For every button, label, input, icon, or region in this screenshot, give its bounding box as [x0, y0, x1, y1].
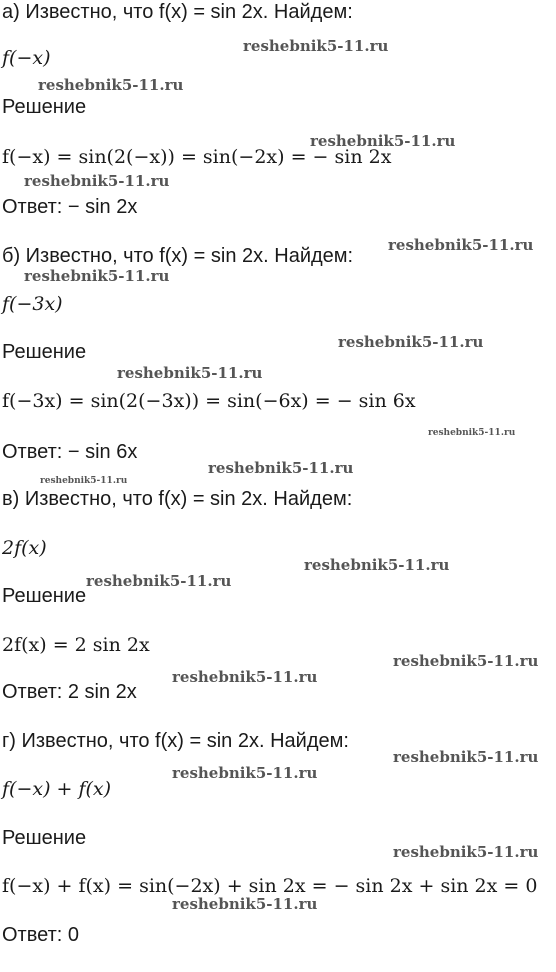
solution-b: f(−3x) = sin(2(−3x)) = sin(−6x) = − sin 6x [2, 390, 416, 412]
watermark: reshebnik5-11.ru [40, 476, 128, 486]
solution-a: f(−x) = sin(2(−x)) = sin(−2x) = − sin 2x [2, 146, 392, 168]
solution-label-c: Решение [2, 585, 87, 607]
watermark: reshebnik5-11.ru [117, 364, 263, 382]
task-d: г) Известно, что f(x) = sin 2x. Найдем: [2, 730, 349, 752]
watermark: reshebnik5-11.ru [310, 132, 456, 150]
task-b: б) Известно, что f(x) = sin 2x. Найдем: [2, 245, 354, 267]
answer-a: Ответ: − sin 2x [2, 196, 138, 218]
solution-c: 2f(x) = 2 sin 2x [2, 634, 150, 656]
watermark: reshebnik5-11.ru [38, 76, 184, 94]
solution-label-b: Решение [2, 341, 87, 363]
expr-c: 2f(x) [2, 537, 47, 559]
watermark: reshebnik5-11.ru [24, 172, 170, 190]
answer-c: Ответ: 2 sin 2x [2, 681, 137, 703]
watermark: reshebnik5-11.ru [388, 236, 534, 254]
answer-b: Ответ: − sin 6x [2, 441, 138, 463]
watermark: reshebnik5-11.ru [393, 843, 539, 861]
watermark: reshebnik5-11.ru [393, 748, 539, 766]
solution-label-d: Решение [2, 827, 87, 849]
watermark: reshebnik5-11.ru [243, 37, 389, 55]
watermark: reshebnik5-11.ru [24, 267, 170, 285]
solution-label-a: Решение [2, 96, 87, 118]
solution-d: f(−x) + f(x) = sin(−2x) + sin 2x = − sin 2x + sin 2x = 0 [2, 875, 538, 897]
watermark: reshebnik5-11.ru [172, 895, 318, 913]
watermark: reshebnik5-11.ru [304, 556, 450, 574]
watermark: reshebnik5-11.ru [172, 668, 318, 686]
watermark: reshebnik5-11.ru [428, 428, 516, 438]
expr-a: f(−x) [2, 47, 51, 69]
expr-b: f(−3x) [2, 293, 63, 315]
watermark: reshebnik5-11.ru [393, 652, 539, 670]
watermark: reshebnik5-11.ru [172, 764, 318, 782]
watermark: reshebnik5-11.ru [338, 333, 484, 351]
task-a: а) Известно, что f(x) = sin 2x. Найдем: [2, 1, 353, 23]
answer-d: Ответ: 0 [2, 924, 79, 946]
watermark: reshebnik5-11.ru [208, 459, 354, 477]
task-c: в) Известно, что f(x) = sin 2x. Найдем: [2, 488, 353, 510]
watermark: reshebnik5-11.ru [86, 572, 232, 590]
expr-d: f(−x) + f(x) [2, 778, 112, 800]
